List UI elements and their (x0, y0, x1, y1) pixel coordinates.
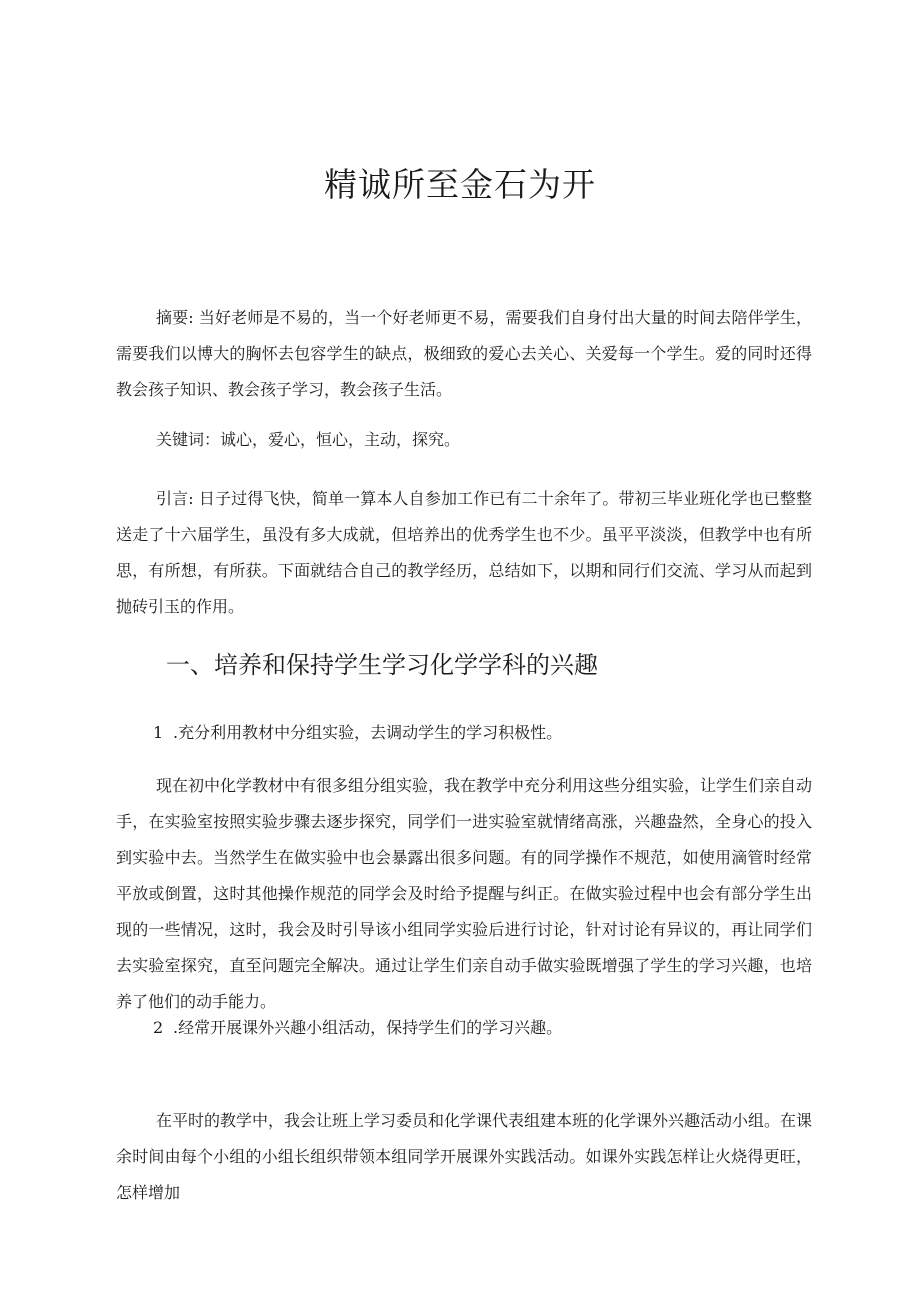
abstract-paragraph: 摘要: 当好老师是不易的，当一个好老师更不易，需要我们自身付出大量的时间去陪伴学生，需要我们以博大的胸怀去包容学生的缺点，极细致的爱心去关心、关爱每一个学生。爱的同时还得教会孩子知识、教会孩子学习，教会孩子生活。 (116, 308, 812, 399)
intro-paragraph: 引言: 日子过得飞快，简单一算本人自参加工作已有二十余年了。带初三毕业班化学也已整整送走了十六届学生，虽没有多大成就，但培养出的优秀学生也不少。虽平平淡淡，但教学中也有所思，有所想，有所获。下面就结合自己的教学经历，总结如下，以期和同行们交流、学习从而起到抛砖引玉的作用。 (116, 489, 812, 616)
subsection-heading-1 (153, 715, 562, 751)
section-heading: 一、培养和保持学生学习化学学科的兴趣 (166, 651, 598, 679)
subsection-number: 2 (153, 1018, 164, 1037)
subsection-number: 1 (153, 723, 164, 742)
keywords-paragraph: 关键词：诚心，爱心，恒心，主动，探究。 (156, 430, 461, 449)
subsection-heading-2 (153, 1010, 562, 1046)
subsection-text: .经常开展课外兴趣小组活动，保持学生们的学习兴趣。 (173, 1018, 563, 1037)
subsection-text: .充分利用教材中分组实验，去调动学生的学习积极性。 (173, 723, 563, 742)
body-paragraph-2: 在平时的教学中，我会让班上学习委员和化学课代表组建本班的化学课外兴趣活动小组。在课余时间由每个小组的小组长组织带领本组同学开展课外实践活动。如课外实践怎样让火烧得更旺，怎样增加 (116, 1111, 813, 1202)
body-paragraph-1: 现在初中化学教材中有很多组分组实验，我在教学中充分利用这些分组实验，让学生们亲自动手，在实验室按照实验步骤去逐步探究，同学们一进实验室就情绪高涨，兴趣盎然，全身心的投入到实验中去。当然学生在做实验中也会暴露出很多问题。有的同学操作不规范，如使用滴管时经常平放或倒置，这时其他操作规范的同学会及时给予提醒与纠正。在做实验过程中也会有部分学生出现的一些情况，这时，我会及时引导该小组同学实验后进行讨论，针对讨论有异议的，再让同学们去实验室探究，直至问题完全解决。通过让学生们亲自动手做实验既增强了学生的学习兴趣，也培养了他们的动手能力。 (116, 776, 813, 1011)
document-title: 精诚所至金石为开 (324, 165, 596, 204)
